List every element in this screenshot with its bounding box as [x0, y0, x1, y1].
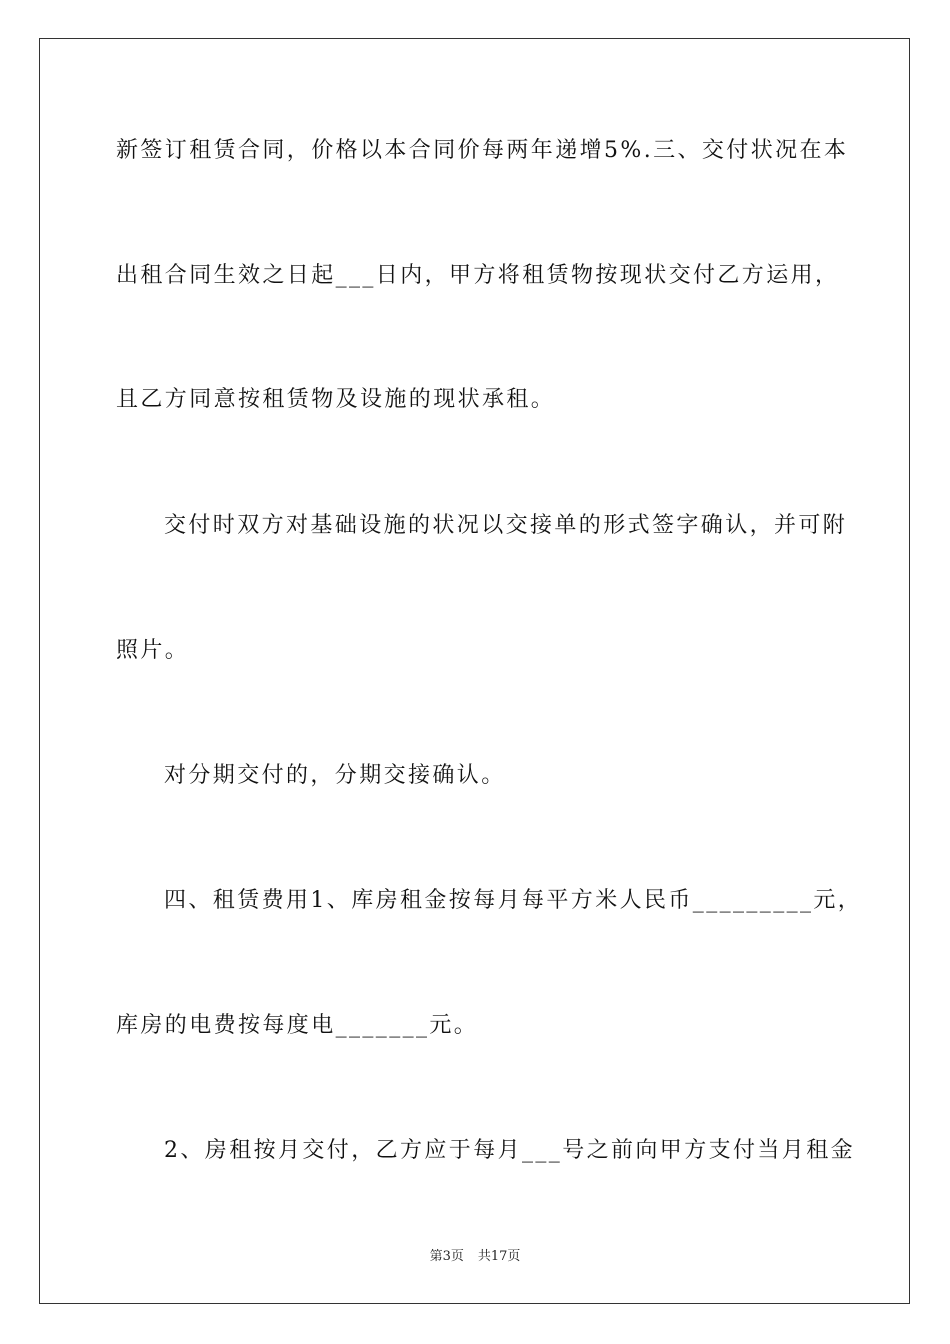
text-line: 库房的电费按每度电_______元。 — [116, 1013, 479, 1038]
page-number-total: 共17页 — [477, 1249, 521, 1264]
text-line: 交付时双方对基础设施的状况以交接单的形式签字确认，并可附 — [164, 513, 848, 538]
text-line: 2、房租按月交付，乙方应于每月___号之前向甲方支付当月租金 — [164, 1138, 855, 1163]
page-number-current: 第3页 — [429, 1249, 464, 1264]
page-footer — [0, 1248, 950, 1266]
text-line: 四、租赁费用1、库房租金按每月每平方米人民币_________元， — [164, 888, 863, 913]
text-line: 出租合同生效之日起___日内，甲方将租赁物按现状交付乙方运用， — [116, 263, 840, 288]
text-line: 且乙方同意按租赁物及设施的现状承租。 — [116, 387, 556, 412]
text-line: 照片。 — [116, 638, 190, 663]
text-line: 对分期交付的，分期交接确认。 — [164, 763, 506, 788]
text-line: 新签订租赁合同，价格以本合同价每两年递增5%.三、交付状况在本 — [116, 138, 849, 163]
page-border — [39, 38, 910, 1304]
